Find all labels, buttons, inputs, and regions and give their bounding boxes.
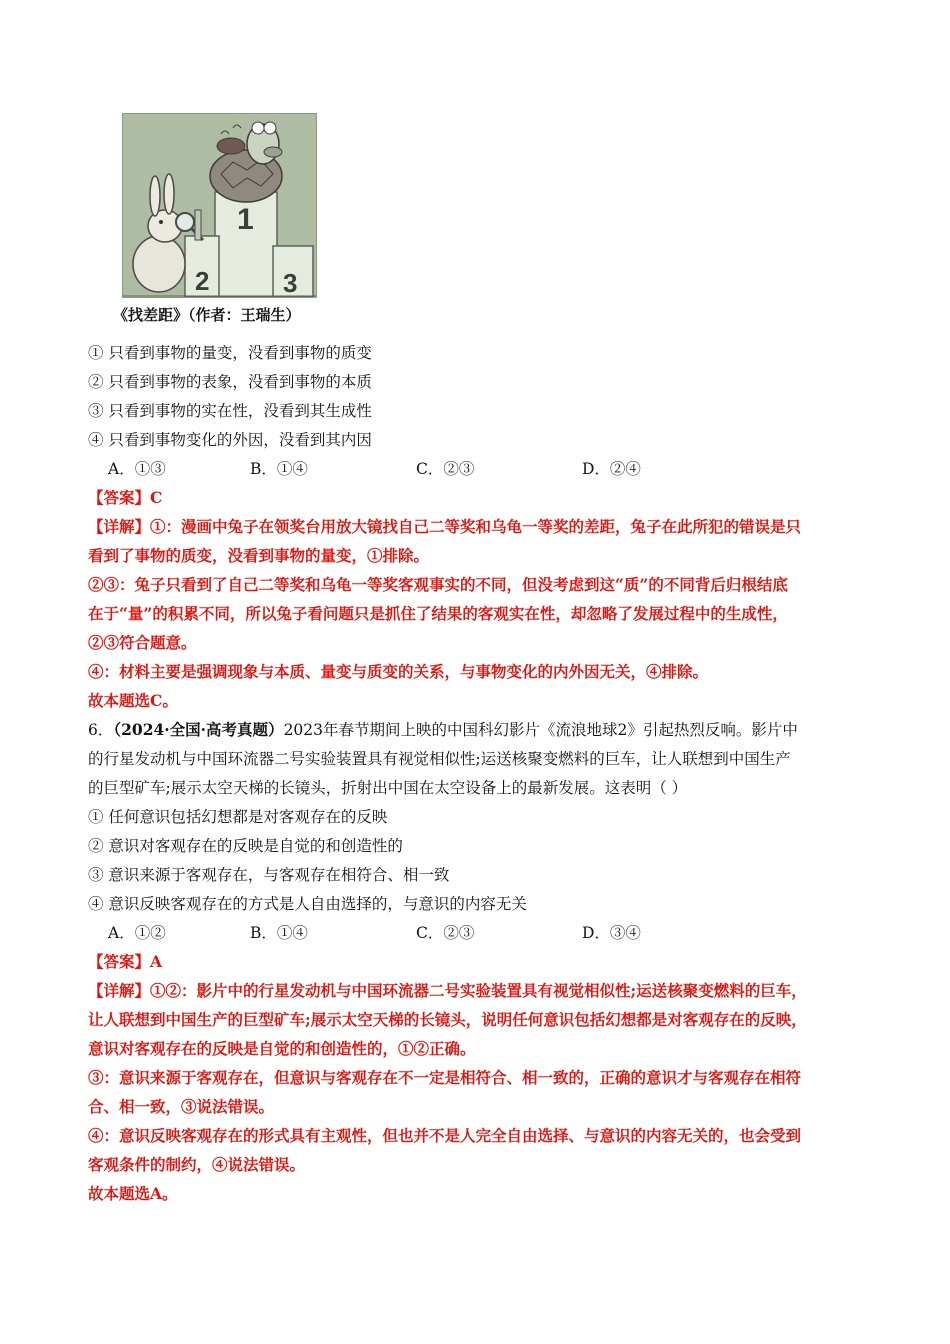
q6-answer-label: 【答案】 (88, 952, 151, 971)
q6-option-a: A．①② (108, 924, 166, 942)
q6-answer (88, 952, 162, 972)
q6-option-b: B．①④ (250, 924, 308, 942)
q5-detail-line-4: 在于“量”的积累不同，所以兔子看问题只是抓住了结果的客观实在性，却忽略了发展过程中的生成性， (88, 604, 788, 623)
q5-option-a: A．①③ (108, 460, 166, 478)
q5-detail-line-1 (88, 517, 801, 537)
q5-statement-1: ① 只看到事物的量变，没看到事物的质变 (88, 344, 372, 362)
q5-answer (88, 488, 162, 508)
q6-detail-line-2: 让人联想到中国生产的巨型矿车;展示太空天梯的长镜头，说明任何意识包括幻想都是对客观存在的反映， (88, 1010, 807, 1029)
podium-number-1: 1 (237, 203, 254, 236)
q6-detail-line-3: 意识对客观存在的反映是自觉的和创造性的，①②正确。 (88, 1039, 476, 1058)
q6-option-d: D．③④ (582, 924, 641, 942)
figure-caption: 《找差距》（作者：王瑞生） (113, 306, 301, 324)
q5-detail-text-1: ①：漫画中兔子在领奖台用放大镜找自己二等奖和乌龟一等奖的差距，兔子在此所犯的错误是只 (150, 517, 802, 536)
podium-number-3: 3 (283, 268, 298, 297)
q5-answer-label: 【答案】 (88, 488, 151, 507)
q6-detail-line-4: ③：意识来源于客观存在，但意识与客观存在不一定是相符合、相一致的，正确的意识才与客观存在相符 (88, 1068, 802, 1087)
q5-statement-3: ③ 只看到事物的实在性，没看到其生成性 (88, 402, 372, 420)
q5-answer-value: C (150, 488, 163, 507)
q5-statement-2: ② 只看到事物的表象，没看到事物的本质 (88, 373, 372, 391)
q5-detail-line-3: ②③：兔子只看到了自己二等奖和乌龟一等奖客观事实的不同，但没考虑到这“质”的不同背后归根结底 (88, 575, 788, 594)
q6-detail-line-8: 故本题选A。 (88, 1184, 178, 1203)
q6-detail-line-7: 客观条件的制约，④说法错误。 (88, 1155, 306, 1174)
q6-stem-line-2: 的行星发动机与中国环流器二号实验装置具有视觉相似性;运送核聚变燃料的巨车，让人联想到中国生产 (88, 750, 791, 768)
q6-number: 6． (88, 721, 114, 739)
q5-detail-line-2: 看到了事物的质变，没看到事物的量变，①排除。 (88, 546, 430, 565)
q6-statement-2: ② 意识对客观存在的反映是自觉的和创造性的 (88, 837, 403, 855)
q6-statement-3: ③ 意识来源于客观存在，与客观存在相符合、相一致 (88, 866, 450, 884)
q6-stem-line-3: 的巨型矿车;展示太空天梯的长镜头，折射出中国在太空设备上的最新发展。这表明（ ） (88, 779, 688, 797)
cartoon-image (122, 113, 317, 298)
q6-detail-line-1 (88, 981, 807, 1001)
q5-detail-line-6: ④：材料主要是强调现象与本质、量变与质变的关系，与事物变化的内外因无关，④排除。 (88, 662, 709, 681)
q6-detail-label: 【详解】 (88, 981, 151, 1000)
q5-option-b: B．①④ (250, 460, 308, 478)
q6-detail-line-6: ④：意识反映客观存在的形式具有主观性，但也并不是人完全自由选择、与意识的内容无关的，也会受到 (88, 1126, 802, 1145)
q5-detail-line-7: 故本题选C。 (88, 691, 178, 710)
q5-detail-line-5: ②③符合题意。 (88, 633, 197, 652)
q6-statement-4: ④ 意识反映客观存在的方式是人自由选择的，与意识的内容无关 (88, 895, 527, 913)
q5-detail-label: 【详解】 (88, 517, 151, 536)
cartoon-drawing (123, 114, 316, 297)
q6-stem-line-1 (88, 720, 798, 740)
podium-number-2: 2 (195, 266, 210, 296)
q6-answer-value: A (150, 952, 163, 971)
q6-statement-1: ① 任何意识包括幻想都是对客观存在的反映 (88, 808, 388, 826)
q6-detail-text-1: ①②：影片中的行星发动机与中国环流器二号实验装置具有视觉相似性;运送核聚变燃料的巨车， (150, 981, 807, 1000)
q5-option-d: D．②④ (582, 460, 641, 478)
q6-option-c: C．②③ (416, 924, 475, 942)
q5-statement-4: ④ 只看到事物变化的外因，没看到其内因 (88, 431, 372, 449)
q6-source: （2024·全国·高考真题） (113, 720, 284, 739)
q6-stem-text-1: 2023年春节期间上映的中国科幻影片《流浪地球2》引起热烈反响。影片中 (283, 721, 798, 739)
q5-option-c: C．②③ (416, 460, 475, 478)
q6-detail-line-5: 合、相一致，③说法错误。 (88, 1097, 275, 1116)
